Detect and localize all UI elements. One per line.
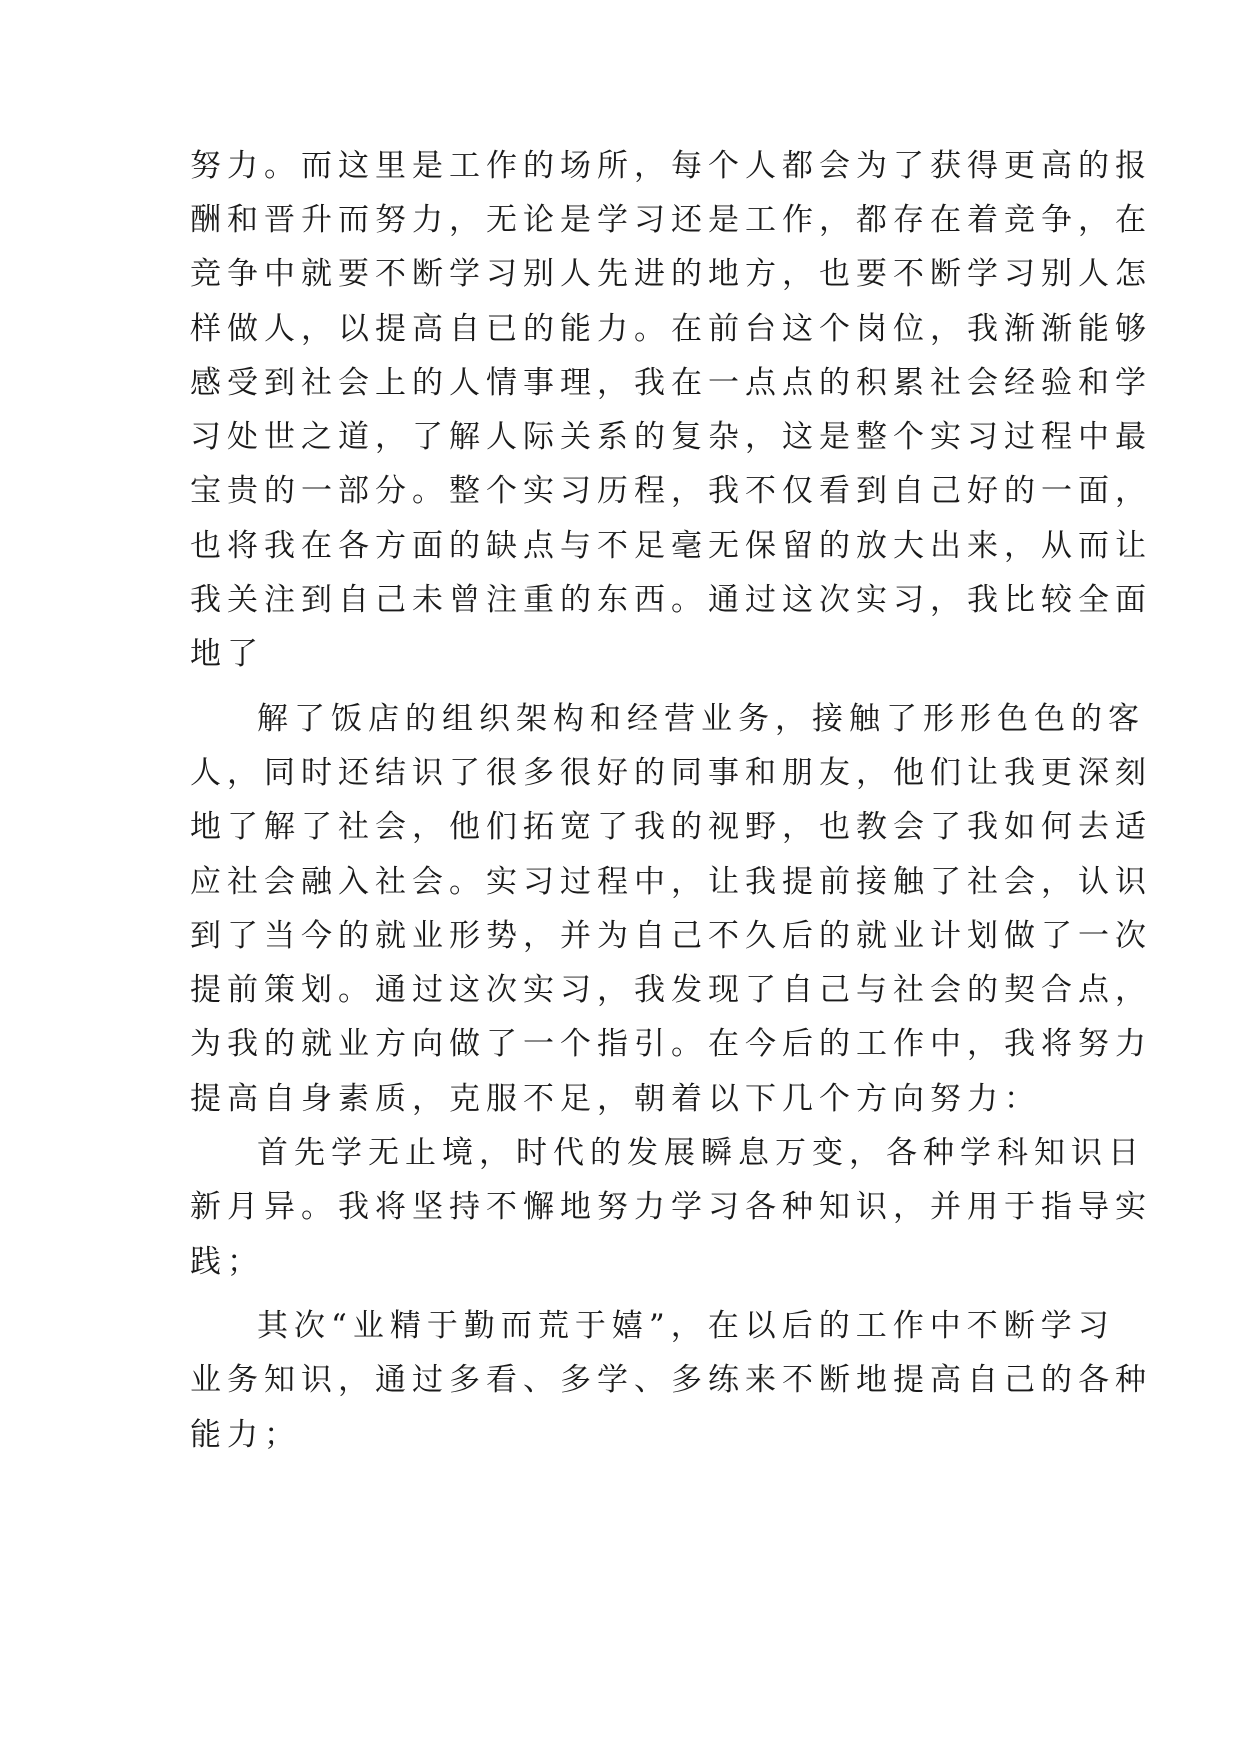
text-line: 习处世之道，了解人际关系的复杂，这是整个实习过程中最 — [190, 419, 1152, 455]
text-line: 应社会融入社会。实习过程中，让我提前接触了社会，认识 — [190, 864, 1152, 900]
text-line: 能力； — [190, 1417, 301, 1453]
text-line: 践； — [190, 1244, 264, 1280]
paragraph-first-line: 首先学无止境，时代的发展瞬息万变，各种学科知识日 — [257, 1135, 1145, 1171]
text-line: 地了解了社会，他们拓宽了我的视野，也教会了我如何去适 — [190, 809, 1152, 845]
text-line: 到了当今的就业形势，并为自己不久后的就业计划做了一次 — [190, 918, 1152, 954]
text-line: 我关注到自己未曾注重的东西。通过这次实习，我比较全面 — [190, 582, 1152, 618]
text-line: 业务知识，通过多看、多学、多练来不断地提高自己的各种 — [190, 1362, 1152, 1398]
text-line: 样做人，以提高自已的能力。在前台这个岗位，我渐渐能够 — [190, 311, 1152, 347]
paragraph-first-line: 其次“业精于勤而荒于嬉”，在以后的工作中不断学习 — [257, 1308, 1115, 1344]
text-line: 新月异。我将坚持不懈地努力学习各种知识，并用于指导实 — [190, 1189, 1152, 1225]
text-line: 提高自身素质，克服不足，朝着以下几个方向努力： — [190, 1081, 1041, 1117]
text-line: 努力。而这里是工作的场所，每个人都会为了获得更高的报 — [190, 148, 1152, 184]
text-line: 竞争中就要不断学习别人先进的地方，也要不断学习别人怎 — [190, 256, 1152, 292]
text-line: 感受到社会上的人情事理，我在一点点的积累社会经验和学 — [190, 365, 1152, 401]
paragraph-first-line: 解了饭店的组织架构和经营业务，接触了形形色色的客 — [257, 701, 1145, 737]
text-line: 也将我在各方面的缺点与不足毫无保留的放大出来，从而让 — [190, 528, 1152, 564]
text-line: 为我的就业方向做了一个指引。在今后的工作中，我将努力 — [190, 1026, 1152, 1062]
text-line: 地了 — [190, 636, 264, 672]
text-line: 人，同时还结识了很多很好的同事和朋友，他们让我更深刻 — [190, 755, 1152, 791]
text-line: 宝贵的一部分。整个实习历程，我不仅看到自己好的一面， — [190, 473, 1152, 509]
text-line: 酬和晋升而努力，无论是学习还是工作，都存在着竞争，在 — [190, 202, 1152, 238]
text-line: 提前策划。通过这次实习，我发现了自己与社会的契合点， — [190, 972, 1152, 1008]
